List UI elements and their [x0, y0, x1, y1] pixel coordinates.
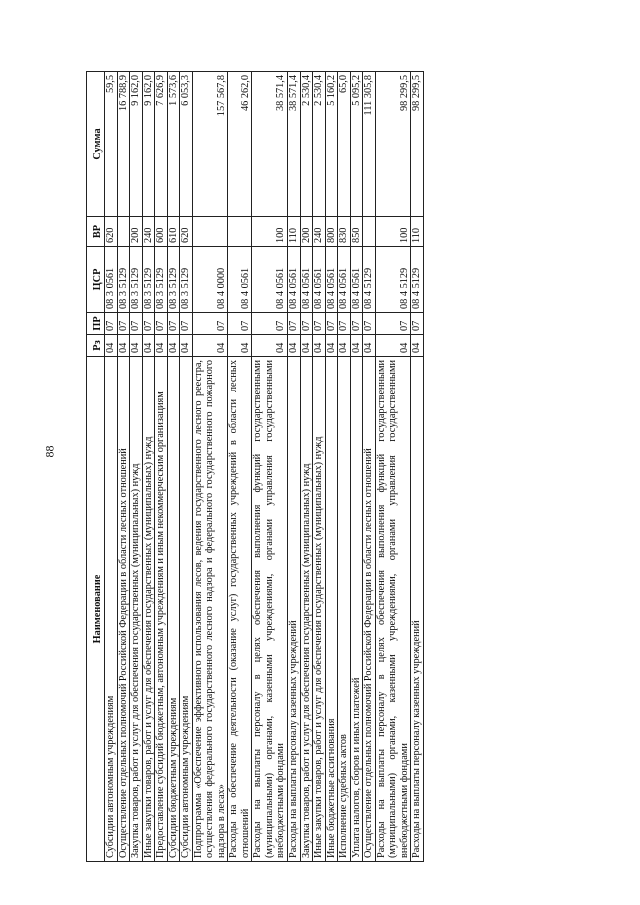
cell-csr: 08 4 0561	[287, 247, 300, 313]
cell-vr: 610	[167, 217, 180, 247]
cell-rz: 04	[105, 335, 118, 357]
cell-pr: 07	[363, 313, 376, 335]
cell-vr	[228, 217, 252, 247]
cell-pr: 07	[375, 313, 411, 335]
cell-rz: 04	[300, 335, 313, 357]
cell-csr: 08 3 5129	[117, 247, 130, 313]
table-row	[338, 72, 351, 862]
cell-name: Расходы на выплаты персоналу казенных учреждений	[287, 357, 300, 862]
cell-vr	[192, 217, 228, 247]
cell-pr: 07	[167, 313, 180, 335]
table-row	[300, 72, 313, 862]
table-row	[142, 72, 155, 862]
cell-csr: 08 3 5129	[142, 247, 155, 313]
cell-pr: 07	[300, 313, 313, 335]
cell-sum: 65,0	[338, 72, 351, 217]
budget-table	[86, 71, 424, 862]
cell-sum: 5 160,2	[325, 72, 338, 217]
cell-pr: 07	[142, 313, 155, 335]
cell-vr: 620	[105, 217, 118, 247]
cell-rz: 04	[350, 335, 363, 357]
cell-sum: 111 305,8	[363, 72, 376, 217]
cell-pr: 07	[155, 313, 168, 335]
table-row	[155, 72, 168, 862]
cell-rz: 04	[338, 335, 351, 357]
cell-pr: 07	[287, 313, 300, 335]
cell-sum: 98 299,5	[411, 72, 424, 217]
page-number: 88	[42, 445, 57, 458]
cell-rz: 04	[142, 335, 155, 357]
cell-sum: 5 095,2	[350, 72, 363, 217]
cell-csr: 08 4 0561	[325, 247, 338, 313]
table-row	[350, 72, 363, 862]
cell-pr: 07	[105, 313, 118, 335]
cell-name: Закупка товаров, работ и услуг для обеспечения государственных (муниципальных) нужд	[130, 357, 143, 862]
cell-pr: 07	[313, 313, 326, 335]
table-body	[105, 72, 424, 862]
table-row	[363, 72, 376, 862]
cell-vr: 600	[155, 217, 168, 247]
cell-sum: 38 571,4	[287, 72, 300, 217]
table-row	[167, 72, 180, 862]
cell-pr: 07	[130, 313, 143, 335]
table-row	[411, 72, 424, 862]
cell-sum: 9 162,0	[142, 72, 155, 217]
cell-vr	[117, 217, 130, 247]
cell-csr: 08 4 0561	[300, 247, 313, 313]
cell-rz: 04	[130, 335, 143, 357]
cell-csr: 08 4 0000	[192, 247, 228, 313]
cell-csr: 08 3 5129	[155, 247, 168, 313]
cell-sum: 2 530,4	[300, 72, 313, 217]
table-row	[105, 72, 118, 862]
cell-rz: 04	[411, 335, 424, 357]
table-row	[117, 72, 130, 862]
cell-vr: 200	[130, 217, 143, 247]
cell-csr: 08 4 0561	[252, 247, 288, 313]
cell-vr: 240	[142, 217, 155, 247]
table-header-row	[87, 72, 105, 862]
cell-sum: 59,5	[105, 72, 118, 217]
cell-rz: 04	[252, 335, 288, 357]
cell-vr: 800	[325, 217, 338, 247]
cell-name: Расходы на выплаты персоналу казенных учреждений	[411, 357, 424, 862]
cell-csr: 08 4 5129	[363, 247, 376, 313]
cell-csr: 08 3 5129	[167, 247, 180, 313]
cell-name: Иные бюджетные ассигнования	[325, 357, 338, 862]
cell-pr: 07	[338, 313, 351, 335]
cell-pr: 07	[325, 313, 338, 335]
header-vr: ВР	[87, 217, 105, 247]
cell-pr: 07	[180, 313, 193, 335]
cell-rz: 04	[228, 335, 252, 357]
cell-vr: 110	[287, 217, 300, 247]
cell-rz: 04	[117, 335, 130, 357]
cell-sum: 1 573,6	[167, 72, 180, 217]
cell-sum: 16 788,9	[117, 72, 130, 217]
cell-name: Расходы на выплаты персоналу в целях обеспечения выполнения функций государственными (муниципальными) органами, казенными учреждениями, органами управления государственными внебюджетными фондами	[252, 357, 288, 862]
cell-name: Закупка товаров, работ и услуг для обеспечения государственных (муниципальных) нужд	[300, 357, 313, 862]
table-row	[252, 72, 288, 862]
cell-vr	[363, 217, 376, 247]
cell-sum: 6 053,3	[180, 72, 193, 217]
cell-name: Субсидии автономным учреждениям	[105, 357, 118, 862]
cell-rz: 04	[325, 335, 338, 357]
table-row	[325, 72, 338, 862]
cell-rz: 04	[363, 335, 376, 357]
cell-rz: 04	[192, 335, 228, 357]
table-row	[287, 72, 300, 862]
cell-name: Расходы на выплаты персоналу в целях обеспечения выполнения функций государственными (муниципальными) органами, казенными учреждениями, органами управления государственными внебюджетными фондами	[375, 357, 411, 862]
cell-csr: 08 4 0561	[338, 247, 351, 313]
header-rz: Рз	[87, 335, 105, 357]
cell-vr: 110	[411, 217, 424, 247]
cell-vr: 850	[350, 217, 363, 247]
cell-rz: 04	[287, 335, 300, 357]
cell-name: Расходы на обеспечение деятельности (оказание услуг) государственных учреждений в области лесных отношений	[228, 357, 252, 862]
cell-name: Субсидии бюджетным учреждениям	[167, 357, 180, 862]
cell-vr: 240	[313, 217, 326, 247]
cell-name: Осуществление отдельных полномочий Российской Федерации в области лесных отношений	[117, 357, 130, 862]
cell-name: Субсидии автономным учреждениям	[180, 357, 193, 862]
cell-rz: 04	[167, 335, 180, 357]
table-row	[180, 72, 193, 862]
header-sum: Сумма	[87, 72, 105, 217]
cell-rz: 04	[180, 335, 193, 357]
header-csr: ЦСР	[87, 247, 105, 313]
header-pr: ПР	[87, 313, 105, 335]
cell-name: Исполнение судебных актов	[338, 357, 351, 862]
cell-rz: 04	[375, 335, 411, 357]
cell-csr: 08 4 5129	[411, 247, 424, 313]
cell-pr: 07	[411, 313, 424, 335]
cell-csr: 08 4 0561	[313, 247, 326, 313]
table-row	[228, 72, 252, 862]
table-row	[192, 72, 228, 862]
cell-sum: 38 571,4	[252, 72, 288, 217]
cell-rz: 04	[155, 335, 168, 357]
cell-pr: 07	[228, 313, 252, 335]
cell-vr: 100	[375, 217, 411, 247]
cell-name: Уплата налогов, сборов и иных платежей	[350, 357, 363, 862]
cell-vr: 200	[300, 217, 313, 247]
cell-csr: 08 4 0561	[228, 247, 252, 313]
cell-sum: 2 530,4	[313, 72, 326, 217]
cell-name: Подпрограмма «Обеспечение эффективного использования лесов, ведения государственного лесного реестра, осуществления федерального государственного лесного надзора и федерального государственного пожарного надзора в лесах»	[192, 357, 228, 862]
cell-sum: 98 299,5	[375, 72, 411, 217]
cell-csr: 08 3 5129	[180, 247, 193, 313]
cell-vr: 620	[180, 217, 193, 247]
cell-pr: 07	[117, 313, 130, 335]
cell-sum: 46 262,0	[228, 72, 252, 217]
cell-pr: 07	[252, 313, 288, 335]
cell-rz: 04	[313, 335, 326, 357]
cell-sum: 9 162,0	[130, 72, 143, 217]
cell-name: Иные закупки товаров, работ и услуг для обеспечения государственных (муниципальных) нужд	[142, 357, 155, 862]
cell-pr: 07	[192, 313, 228, 335]
cell-vr: 830	[338, 217, 351, 247]
cell-csr: 08 4 0561	[350, 247, 363, 313]
cell-sum: 157 567,8	[192, 72, 228, 217]
cell-pr: 07	[350, 313, 363, 335]
cell-name: Предоставление субсидий бюджетным, автономным учреждениям и иным некоммерческим организациям	[155, 357, 168, 862]
cell-name: Осуществление отдельных полномочий Российской Федерации в области лесных отношений	[363, 357, 376, 862]
cell-vr: 100	[252, 217, 288, 247]
header-name: Наименование	[87, 357, 105, 862]
rotated-page-content	[86, 72, 572, 862]
cell-name: Иные закупки товаров, работ и услуг для обеспечения государственных (муниципальных) нужд	[313, 357, 326, 862]
table-row	[375, 72, 411, 862]
table-row	[313, 72, 326, 862]
cell-sum: 7 626,9	[155, 72, 168, 217]
table-row	[130, 72, 143, 862]
cell-csr: 08 4 5129	[375, 247, 411, 313]
cell-csr: 08 3 0561	[105, 247, 118, 313]
cell-csr: 08 3 5129	[130, 247, 143, 313]
